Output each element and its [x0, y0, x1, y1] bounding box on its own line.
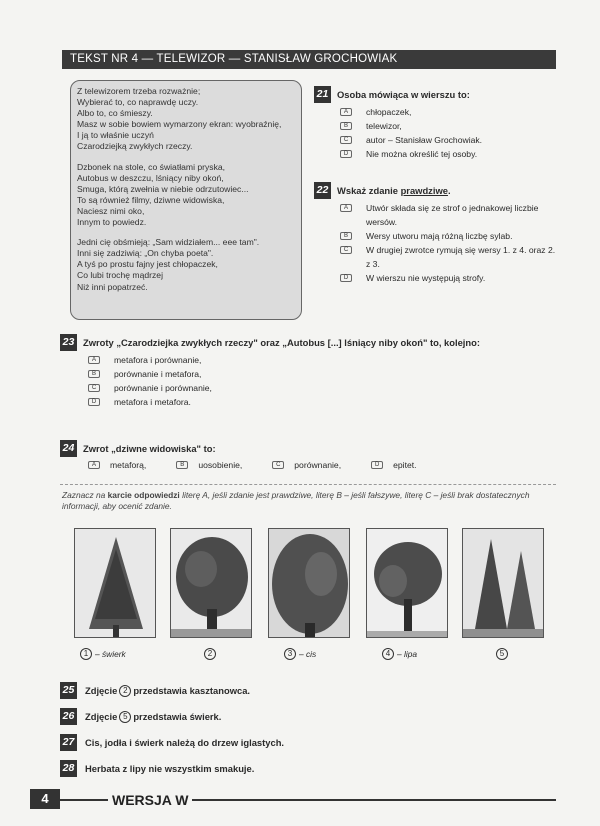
- answer-option-b[interactable]: B telewizor,: [340, 119, 558, 133]
- answer-box[interactable]: A: [340, 204, 352, 212]
- question-number: 21: [314, 86, 331, 103]
- number-circle: 3: [284, 648, 296, 660]
- question-22: 22 Wskaż zdanie prawdziwe . A Utwór składa się ze strof o jednakowej liczbie wersów. B Wersy utworu mają różną liczbę sylab. C W drugiej zwrotce rymują się wersy 1. z 4. oraz 2. z 3. D W wierszu nie występują strofy.: [314, 182, 558, 285]
- answer-box[interactable]: B: [176, 461, 188, 469]
- poem-box: [70, 80, 302, 320]
- answer-option-d[interactable]: D W wierszu nie występują strofy.: [340, 271, 558, 285]
- statement-28: 28 Herbata z lipy nie wszystkim smakuje.: [60, 760, 254, 777]
- poem-line: A tyś po prostu fajny jest chłopaczek,: [77, 259, 218, 270]
- question-title-emphasis: prawdziwe: [400, 185, 448, 196]
- question-21: [314, 86, 558, 161]
- poem-line: Inni się zadziwią: „On chyba poeta".: [77, 248, 214, 259]
- question-number: 28: [60, 760, 77, 777]
- poem-line: Dzbonek na stole, co światłami pryska,: [77, 161, 226, 172]
- tree-photo-1: [74, 528, 156, 638]
- answer-option-c[interactable]: C porównanie,: [272, 460, 341, 470]
- question-23: [60, 334, 556, 409]
- tree-caption-2: [204, 648, 219, 660]
- poem-line: Autobus w deszczu, lśniący niby okoń,: [77, 172, 224, 183]
- number-circle: 5: [496, 648, 508, 660]
- poem-line: Smuga, którą zwełnia w niebie odrzutowiec...: [77, 183, 249, 194]
- poem-line: Niż inni popatrzeć.: [77, 281, 148, 292]
- answer-box[interactable]: D: [88, 398, 100, 406]
- number-circle: 4: [382, 648, 394, 660]
- answer-option-d[interactable]: D metafora i metafora.: [88, 395, 556, 409]
- question-number: 25: [60, 682, 77, 699]
- poem-line: Jedni cię obśmieją: „Sam widziałem... eee tam".: [77, 237, 260, 248]
- answer-option-c[interactable]: C W drugiej zwrotce rymują się wersy 1. z 4. oraz 2. z 3.: [340, 243, 558, 271]
- poem-line: Innym to powiedz.: [77, 217, 147, 228]
- answer-box[interactable]: D: [340, 150, 352, 158]
- statement-25: 25 Zdjęcie 2 przedstawia kasztanowca.: [60, 682, 250, 699]
- section-divider: [60, 484, 556, 485]
- answer-option-b[interactable]: B porównanie i metafora,: [88, 367, 556, 381]
- answer-option-a[interactable]: A metafora i porównanie,: [88, 353, 556, 367]
- answer-option-c[interactable]: C porównanie i porównanie,: [88, 381, 556, 395]
- tree-photo-4: [366, 528, 448, 638]
- tree-caption-3: 3 – cis: [284, 648, 316, 660]
- poem-line: Masz w sobie bowiem wymarzony ekran: wyobraźnię,: [77, 119, 282, 130]
- answer-box[interactable]: B: [340, 232, 352, 240]
- answer-box[interactable]: A: [340, 108, 352, 116]
- poem-stanza-1: [77, 86, 295, 153]
- answer-box[interactable]: C: [272, 461, 284, 469]
- version-label: WERSJA W: [108, 792, 192, 808]
- answer-option-c[interactable]: C autor – Stanisław Grochowiak.: [340, 133, 558, 147]
- poem-line: Naciesz nimi oko,: [77, 205, 145, 216]
- page-number: 4: [30, 789, 60, 809]
- poem-line: Czarodziejką zwykłych rzeczy.: [77, 141, 193, 152]
- answer-box[interactable]: B: [340, 122, 352, 130]
- question-number: 22: [314, 182, 331, 199]
- tree-caption-5: [496, 648, 511, 660]
- answer-option-d[interactable]: D Nie można określić tej osoby.: [340, 147, 558, 161]
- question-24-options: [88, 460, 488, 470]
- question-number: 27: [60, 734, 77, 751]
- answer-box[interactable]: D: [371, 461, 383, 469]
- answer-option-d[interactable]: D epitet.: [371, 460, 416, 470]
- answer-box[interactable]: C: [340, 246, 352, 254]
- number-circle: 2: [204, 648, 216, 660]
- answer-option-b[interactable]: B Wersy utworu mają różną liczbę sylab.: [340, 229, 558, 243]
- poem-line: Wybierać to, co naprawdę uczy.: [77, 97, 199, 108]
- poem-line: Co lubi trochę mądrzej: [77, 270, 163, 281]
- poem-stanza-2: [77, 162, 295, 229]
- poem-line: Z telewizorem trzeba rozważnie;: [77, 86, 201, 96]
- poem-line: Albo to, co śmieszy.: [77, 108, 153, 119]
- question-title: Zwroty „Czarodziejka zwykłych rzeczy" oraz „Autobus [...] lśniący niby okoń" to, kolejno:: [83, 337, 480, 348]
- answer-option-a[interactable]: A Utwór składa się ze strof o jednakowej liczbie wersów.: [340, 201, 558, 229]
- instruction-text: Zaznacz na karcie odpowiedzi literę A, jeśli zdanie jest prawdziwe, literę B – jeśli fałszywe, literę C – jeśli brak dostatecznych informacji, aby ocenić zdanie.: [62, 490, 530, 511]
- answer-box[interactable]: A: [88, 461, 100, 469]
- poem-line: I ją to właśnie uczyń: [77, 130, 154, 141]
- question-number: 23: [60, 334, 77, 351]
- statement-27: 27 Cis, jodła i świerk należą do drzew iglastych.: [60, 734, 284, 751]
- question-number: 24: [60, 440, 77, 457]
- question-title: Zwrot „dziwne widowiska" to:: [83, 443, 216, 454]
- answer-option-a[interactable]: A chłopaczek,: [340, 105, 558, 119]
- tree-photo-2: [170, 528, 252, 638]
- section-header: TEKST NR 4 — TELEWIZOR — STANISŁAW GROCHOWIAK: [62, 50, 556, 69]
- answer-option-a[interactable]: A metaforą,: [88, 460, 146, 470]
- tree-caption-1: 1 – świerk: [80, 648, 126, 660]
- question-title: Osoba mówiąca w wierszu to:: [337, 89, 470, 100]
- tree-photo-3: [268, 528, 350, 638]
- answer-box[interactable]: B: [88, 370, 100, 378]
- number-circle: 5: [119, 711, 131, 723]
- question-24: [60, 440, 556, 457]
- number-circle: 2: [119, 685, 131, 697]
- question-number: 26: [60, 708, 77, 725]
- answer-box[interactable]: C: [88, 384, 100, 392]
- tree-photo-5: [462, 528, 544, 638]
- answer-box[interactable]: D: [340, 274, 352, 282]
- poem-stanza-3: [77, 237, 295, 292]
- answer-box[interactable]: C: [340, 136, 352, 144]
- tree-caption-4: 4 – lipa: [382, 648, 417, 660]
- poem-line: To są również filmy, dziwne widowiska,: [77, 194, 225, 205]
- number-circle: 1: [80, 648, 92, 660]
- answer-option-b[interactable]: B uosobienie,: [176, 460, 242, 470]
- question-title-pre: Wskaż zdanie: [337, 185, 401, 196]
- answer-box[interactable]: A: [88, 356, 100, 364]
- statement-26: 26 Zdjęcie 5 przedstawia świerk.: [60, 708, 221, 725]
